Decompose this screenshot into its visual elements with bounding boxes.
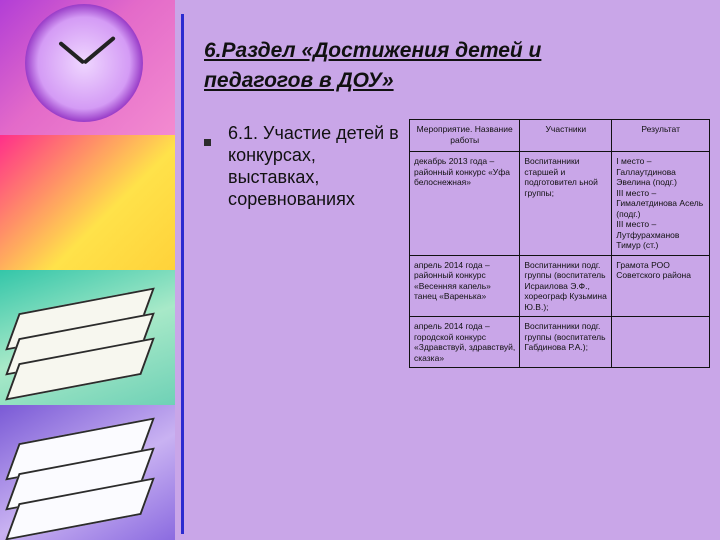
column-header-event: Мероприятие. Название работы — [410, 120, 520, 152]
book-stack-photo — [0, 270, 175, 405]
cell-result: Грамота РОО Советского района — [612, 255, 710, 317]
cell-participants: Воспитанники подг. группы (воспитатель Габдинова Р.А.); — [520, 317, 612, 368]
table-row — [410, 152, 710, 256]
cell-event: декабрь 2013 года – районный конкурс «Уфа белоснежная» — [410, 152, 520, 256]
clock-icon — [25, 4, 143, 122]
bullet-square-icon — [204, 139, 211, 146]
cell-participants: Воспитанники старшей и подготовител ьной группы; — [520, 152, 612, 256]
column-header-participants: Участники — [520, 120, 612, 152]
purple-clock-photo — [0, 0, 175, 135]
achievements-table — [409, 119, 710, 368]
paper-stack-photo — [0, 405, 175, 540]
column-header-result: Результат — [612, 120, 710, 152]
bullet-text: 6.1. Участие детей в конкурсах, выставках, соревнованиях — [228, 123, 399, 209]
slide-panel — [181, 14, 715, 534]
table-header-row — [410, 120, 710, 152]
cell-participants: Воспитанники подг. группы (воспитатель Исраилова Э.Ф., хореограф Кузьмина Ю.В.); — [520, 255, 612, 317]
cell-result: I место – Галлаутдинова Эвелина (подг.) III место – Гималетдинова Асель (подг.) III место – Лутфурахманов Тимур (ст.) — [612, 152, 710, 256]
table-row — [410, 255, 710, 317]
decorative-photo-collage — [0, 0, 175, 540]
yellow-clock-photo — [0, 135, 175, 270]
cell-result — [612, 317, 710, 368]
table-row — [410, 317, 710, 368]
cell-event: апрель 2014 года – районный конкурс «Весенняя капель» танец «Варенька» — [410, 255, 520, 317]
slide-title: 6.Раздел «Достижения детей и педагогов в ДОУ» — [204, 39, 542, 92]
cell-event: апрель 2014 года – городской конкурс «Здравствуй, здравствуй, сказка» — [410, 317, 520, 368]
